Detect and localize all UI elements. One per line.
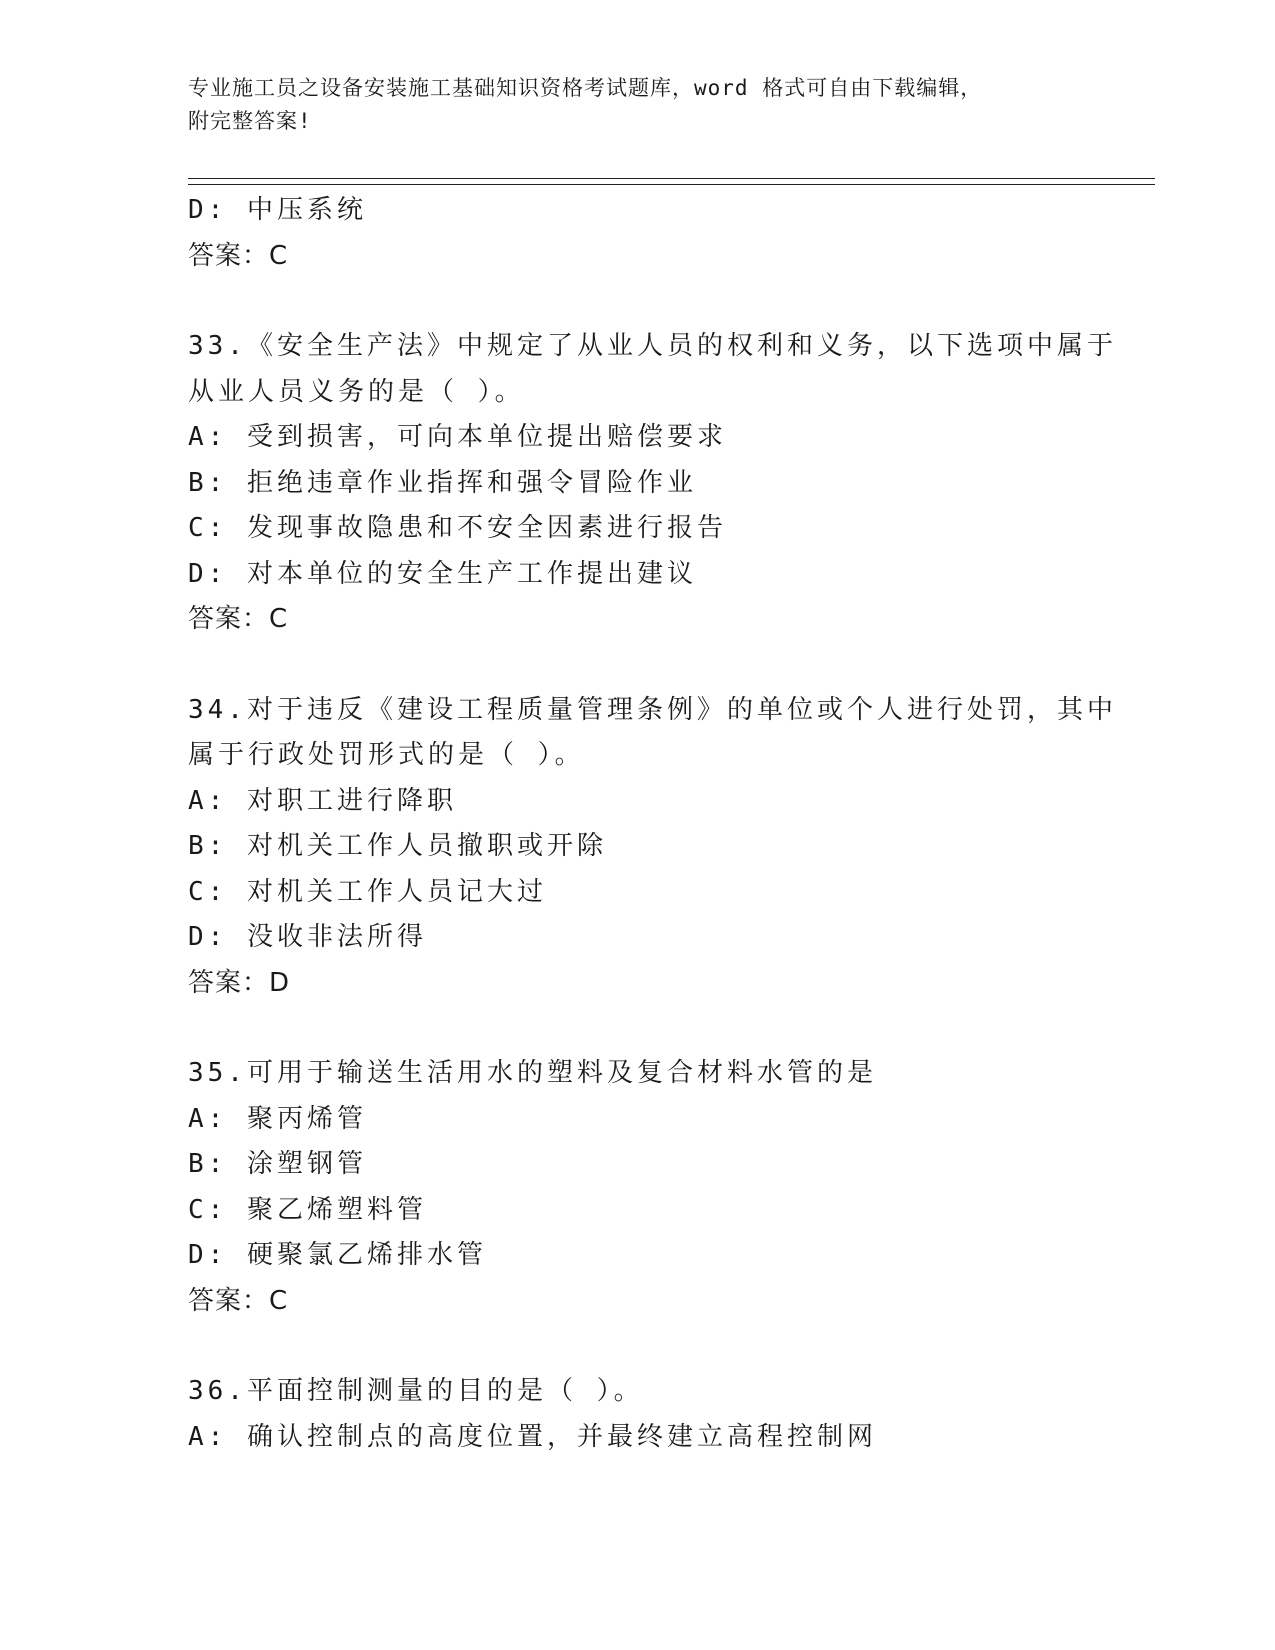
option-a: A: 受到损害，可向本单位提出赔偿要求 [188,422,727,452]
option-a: A: 确认控制点的高度位置，并最终建立高程控制网 [188,1421,877,1452]
header-line-2: 附完整答案! [188,109,312,133]
question-stem: 35.可用于输送生活用水的塑料及复合材料水管的是 [188,1058,877,1088]
option-c: C: 对机关工作人员记大过 [188,876,547,907]
option-b: B: 涂塑钢管 [188,1149,367,1179]
option-d: D: 没收非法所得 [188,922,427,952]
question-stem: 36.平面控制测量的目的是（ ）。 [188,1376,644,1406]
header-line-1: 专业施工员之设备安装施工基础知识资格考试题库，word 格式可自由下载编辑， [188,76,983,100]
option-c: C: 聚乙烯塑料管 [188,1194,427,1225]
header-divider-top [188,178,1155,179]
question-36 [188,1369,1088,1460]
question-stem: 33.《安全生产法》中规定了从业人员的权利和义务，以下选项中属于 [188,331,1117,361]
question-stem-cont: 属于行政处罚形式的是（ ）。 [188,740,585,770]
header-divider-bottom [188,184,1155,185]
option-c: C: 发现事故隐患和不安全因素进行报告 [188,513,727,543]
answer: 答案：C [188,604,289,634]
question-stem: 34.对于违反《建设工程质量管理条例》的单位或个人进行处罚，其中 [188,694,1117,725]
question-34 [188,688,1117,1007]
previous-question-tail [188,188,1088,279]
document-header [188,72,1088,138]
option-a: A: 聚丙烯管 [188,1103,367,1134]
answer: 答案：D [188,967,291,998]
answer: 答案：C [188,240,289,271]
option-b: B: 拒绝违章作业指挥和强令冒险作业 [188,467,697,498]
option-d: D: 硬聚氯乙烯排水管 [188,1240,487,1270]
option-a: A: 对职工进行降职 [188,785,457,816]
answer: 答案：C [188,1285,289,1316]
question-33 [188,324,1117,643]
question-35 [188,1051,1088,1324]
question-stem-cont: 从业人员义务的是（ ）。 [188,376,525,407]
question-content [188,188,1117,1460]
option-b: B: 对机关工作人员撤职或开除 [188,831,607,861]
option-d: D: 中压系统 [188,195,367,225]
option-d: D: 对本单位的安全生产工作提出建议 [188,558,697,589]
